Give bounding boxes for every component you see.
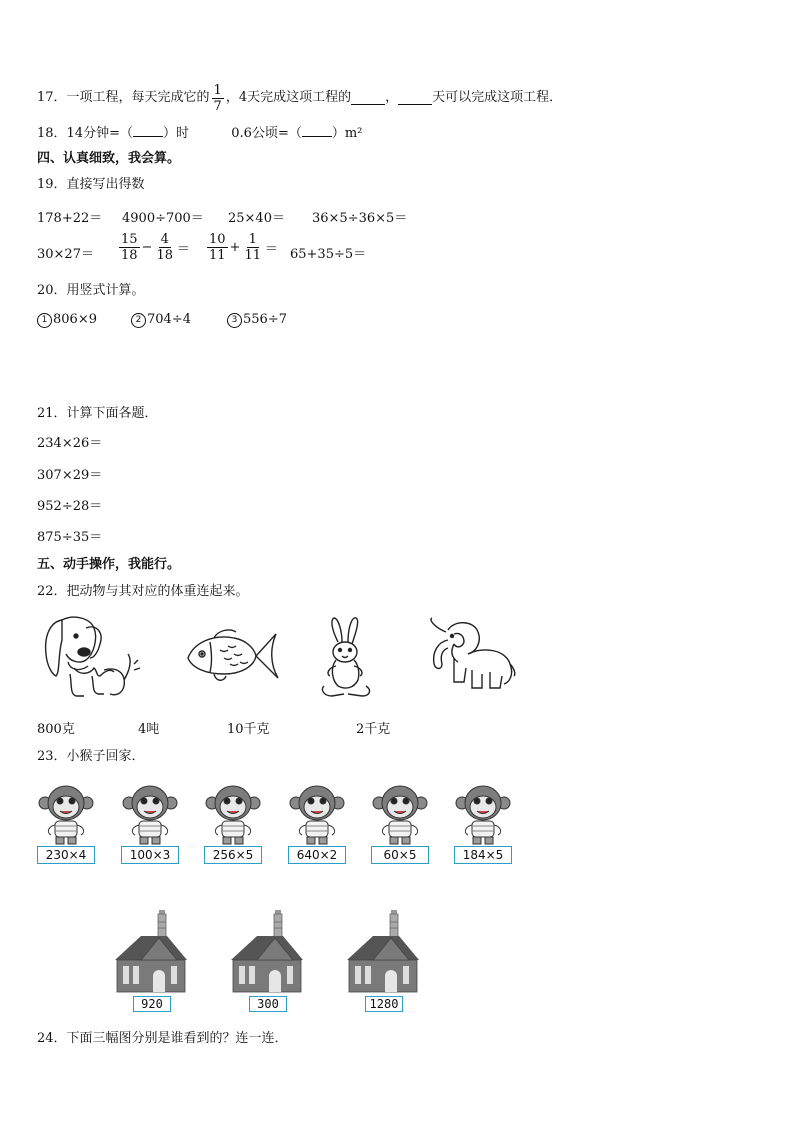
house-icon[interactable] — [231, 908, 303, 992]
q20-item: 2 704÷4 — [131, 312, 191, 328]
fish-illustration[interactable] — [184, 628, 280, 684]
q23-title: 23．小猴子回家． — [37, 749, 145, 764]
answer-blank[interactable] — [351, 92, 385, 105]
answer-blank[interactable] — [398, 92, 432, 105]
q17-part2: ，4天完成这项工程的 — [225, 90, 352, 105]
q19-fraction-expr: $\frac{10}{11}$ + $\frac{1}{11}$ ＝ — [209, 232, 279, 263]
q20-item: 3 556÷7 — [227, 312, 287, 328]
q19-item: 178+22＝ — [37, 211, 103, 226]
house-number-label[interactable]: 300 — [249, 996, 287, 1012]
q22-title: 22．把动物与其对应的体重连起来。 — [37, 584, 249, 599]
expression-label[interactable]: 256×5 — [204, 846, 262, 864]
house-number-label[interactable]: 920 — [133, 996, 171, 1012]
q21-title: 21．计算下面各题． — [37, 406, 158, 421]
weight-label[interactable]: 2千克 — [356, 722, 391, 737]
frac-num: 1 — [213, 82, 222, 98]
answer-blank[interactable] — [302, 124, 332, 137]
q18-part4: ）m² — [331, 126, 363, 141]
answer-blank[interactable] — [133, 124, 163, 137]
monkey-icon[interactable] — [454, 783, 512, 845]
monkey-icon[interactable] — [288, 783, 346, 845]
section-5-heading: 五、动手操作，我能行。 — [37, 557, 181, 572]
rabbit-illustration[interactable] — [318, 616, 374, 700]
expression-label[interactable]: 640×2 — [288, 846, 346, 864]
q18-line — [37, 124, 362, 143]
monkey-icon[interactable] — [37, 783, 95, 845]
q17-sep: ， — [385, 90, 399, 105]
q17-part1: 17．一项工程，每天完成它的 — [37, 90, 210, 105]
q19-item: 65+35÷5＝ — [290, 247, 367, 262]
q19-item: 36×5÷36×5＝ — [312, 211, 408, 226]
monkey-icon[interactable] — [204, 783, 262, 845]
weight-label[interactable]: 4吨 — [138, 722, 160, 737]
monkey-icon[interactable] — [371, 783, 429, 845]
q19-item: 25×40＝ — [228, 211, 285, 226]
q17-part3: 天可以完成这项工程． — [432, 90, 563, 105]
q24-title: 24．下面三幅图分别是谁看到的？连一连． — [37, 1031, 288, 1046]
q21-item: 234×26＝ — [37, 436, 103, 451]
q21-item: 952÷28＝ — [37, 499, 103, 514]
q17-line — [37, 80, 562, 116]
q19-item: 30×27＝ — [37, 247, 94, 262]
q18-part2: ）时 — [162, 126, 189, 141]
q17-fraction — [212, 83, 224, 114]
expression-label[interactable]: 60×5 — [371, 846, 429, 864]
frac-den: 7 — [213, 98, 222, 114]
expression-label[interactable]: 184×5 — [454, 846, 512, 864]
q20-item: 1 806×9 — [37, 312, 97, 328]
q19-item: 4900÷700＝ — [122, 211, 204, 226]
dog-illustration[interactable] — [40, 614, 140, 700]
expression-label[interactable]: 230×4 — [37, 846, 95, 864]
q21-item: 307×29＝ — [37, 468, 103, 483]
q19-title: 19．直接写出得数 — [37, 177, 145, 192]
expression-label[interactable]: 100×3 — [121, 846, 179, 864]
monkey-icon[interactable] — [121, 783, 179, 845]
q21-item: 875÷35＝ — [37, 530, 103, 545]
q18-part3: 0.6公顷=（ — [231, 126, 302, 141]
q19-fraction-expr: $\frac{15}{18}$ − $\frac{4}{18}$ ＝ — [121, 232, 191, 263]
house-icon[interactable] — [115, 908, 187, 992]
house-number-label[interactable]: 1280 — [365, 996, 403, 1012]
elephant-illustration[interactable] — [424, 618, 516, 698]
q18-part1: 18．14分钟=（ — [37, 126, 133, 141]
weight-label[interactable]: 800克 — [37, 722, 75, 737]
house-icon[interactable] — [347, 908, 419, 992]
weight-label[interactable]: 10千克 — [227, 722, 270, 737]
section-4-heading: 四、认真细致，我会算。 — [37, 151, 181, 166]
q20-title: 20．用竖式计算。 — [37, 283, 145, 298]
